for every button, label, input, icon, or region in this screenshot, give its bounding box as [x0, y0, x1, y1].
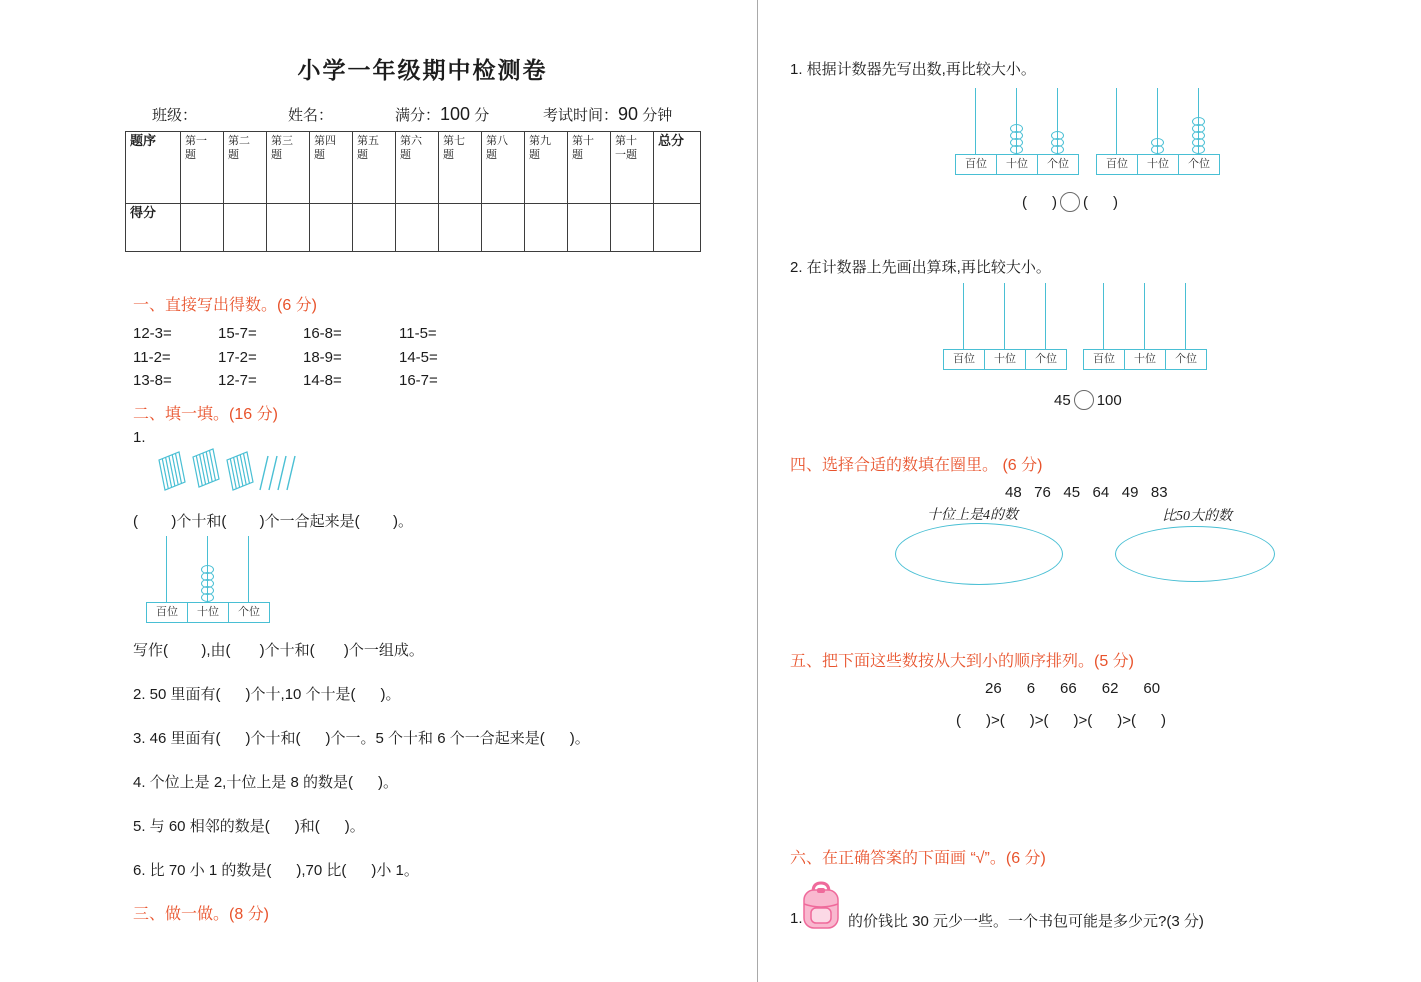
col-line1: 第一 [185, 135, 207, 147]
backpack-image [797, 878, 845, 934]
score-cell [224, 204, 267, 252]
problem: 13-8= [133, 372, 172, 389]
score-table-total: 总分 [654, 132, 701, 204]
place-label-hundreds: 百位 [1096, 154, 1138, 175]
score-col-4 [310, 132, 353, 204]
exam-time-label: 考试时间： [543, 107, 619, 124]
place-label-hundreds: 百位 [1083, 349, 1125, 370]
oval-1-label: 十位上是4的数 [927, 508, 1018, 523]
col-line1: 第五 [357, 135, 379, 147]
abacus-rod-ones [1185, 283, 1186, 349]
col-line1: 第七 [443, 135, 465, 147]
problem: 11-5= [399, 325, 437, 342]
place-label-tens: 十位 [187, 602, 229, 623]
place-label-ones: 个位 [1037, 154, 1079, 175]
question-2-2: 2. 50 里面有( )个十,10 个十是( )。 [133, 686, 401, 703]
question-6-1-number: 1. [790, 910, 803, 927]
place-label-hundreds: 百位 [955, 154, 997, 175]
problem: 15-7= [218, 325, 257, 342]
score-cell [267, 204, 310, 252]
abacus-rod-hundreds [1103, 283, 1104, 349]
name-label: 姓名： [288, 107, 334, 124]
place-label-hundreds: 百位 [943, 349, 985, 370]
section-1-problems [133, 322, 479, 393]
col-line2: 题 [314, 149, 325, 161]
place-label-ones: 个位 [1025, 349, 1067, 370]
compare-left-blank: ( ) [1022, 193, 1057, 211]
col-line2: 题 [185, 149, 196, 161]
abacus-left [146, 536, 270, 623]
column-divider [757, 0, 758, 982]
comparison-circle [1074, 390, 1094, 410]
score-cell [654, 204, 701, 252]
paper-title: 小学一年级期中检测卷 [297, 57, 548, 83]
abacus-right-1b [1096, 88, 1220, 175]
abacus-rod-tens [1004, 283, 1005, 349]
full-score-value: 100 [440, 104, 471, 124]
score-col-10 [568, 132, 611, 204]
problem: 12-3= [133, 325, 172, 342]
question-2-6: 6. 比 70 小 1 的数是( ),70 比( )小 1。 [133, 862, 419, 879]
right-question-1: 1. 根据计数器先写出数,再比较大小。 [790, 61, 1036, 78]
col-line2: 题 [400, 149, 411, 161]
score-table-header-row [126, 132, 701, 204]
comparison-1 [1022, 192, 1118, 212]
score-col-9 [525, 132, 568, 204]
abacus-beads-ones [1191, 88, 1206, 154]
col-line2: 题 [529, 149, 540, 161]
question-2-1-text: ( )个十和( )个一合起来是( )。 [133, 513, 413, 530]
col-line1: 第二 [228, 135, 250, 147]
score-cell [181, 204, 224, 252]
score-table-score-row [126, 204, 701, 252]
score-cell [525, 204, 568, 252]
problem: 16-8= [303, 325, 342, 342]
comparison-2 [1054, 390, 1122, 410]
abacus-rod-hundreds [1116, 88, 1117, 154]
col-line2: 题 [228, 149, 239, 161]
col-line2: 题 [443, 149, 454, 161]
score-cell [439, 204, 482, 252]
score-col-11 [611, 132, 654, 204]
abacus-rod-hundreds [166, 536, 167, 602]
score-table [125, 131, 701, 252]
section-3-title: 三、做一做。(8 分) [133, 906, 270, 923]
col-line1: 第八 [486, 135, 508, 147]
full-score-label: 满分： [395, 107, 441, 124]
problem: 12-7= [218, 372, 257, 389]
compare-right-value: 100 [1096, 391, 1122, 409]
section-6-title: 六、在正确答案的下面画 “√”。(6 分) [790, 850, 1046, 867]
score-cell [310, 204, 353, 252]
score-cell [353, 204, 396, 252]
abacus-rod-tens [1144, 283, 1145, 349]
abacus-right-2b [1083, 283, 1207, 370]
section-5-title: 五、把下面这些数按从大到小的顺序排列。(5 分) [790, 653, 1135, 670]
section-4-numbers: 48 76 45 64 49 83 [1005, 484, 1168, 501]
question-6-1-text: 的价钱比 30 元少一些。一个书包可能是多少元?(3 分) [848, 913, 1204, 930]
oval-2-label: 比50大的数 [1162, 509, 1232, 524]
problem: 14-8= [303, 372, 342, 389]
problem: 14-5= [399, 348, 438, 366]
score-col-6 [396, 132, 439, 204]
col-line1: 第三 [271, 135, 293, 147]
section-2-title: 二、填一填。(16 分) [133, 406, 278, 423]
exam-time [543, 104, 672, 125]
place-label-tens: 十位 [996, 154, 1038, 175]
score-col-8 [482, 132, 525, 204]
col-line2: 题 [486, 149, 497, 161]
class-label: 班级： [152, 107, 198, 124]
abacus-place-labels [955, 154, 1079, 175]
question-2-5: 5. 与 60 相邻的数是( )和( )。 [133, 818, 365, 835]
abacus-beads-tens [1009, 88, 1024, 154]
abacus-right-2a [943, 283, 1067, 370]
abacus-place-labels [146, 602, 270, 623]
score-col-7 [439, 132, 482, 204]
question-2-3: 3. 46 里面有( )个十和( )个一。5 个十和 6 个一合起来是( )。 [133, 730, 590, 747]
score-table-corner: 题序 [126, 132, 181, 204]
right-question-2: 2. 在计数器上先画出算珠,再比较大小。 [790, 259, 1051, 276]
problem: 11-2= [133, 348, 171, 366]
col-line2: 题 [271, 149, 282, 161]
question-2-1-write: 写作( ),由( )个十和( )个一组成。 [133, 642, 424, 659]
answer-oval-1 [895, 523, 1063, 585]
section-1-title: 一、直接写出得数。(6 分) [133, 297, 318, 314]
col-line1: 第六 [400, 135, 422, 147]
question-2-1-number: 1. [133, 429, 146, 446]
section-5-answer-line: ( )>( )>( )>( )>( ) [956, 712, 1167, 729]
abacus-rod-hundreds [975, 88, 976, 154]
full-score-unit: 分 [470, 107, 490, 124]
abacus-rod-ones [248, 536, 249, 602]
problem: 17-2= [218, 348, 257, 366]
score-cell [482, 204, 525, 252]
col-line1: 第十 [572, 135, 594, 147]
col-line2: 一题 [615, 149, 637, 161]
place-label-ones: 个位 [1178, 154, 1220, 175]
place-label-ones: 个位 [228, 602, 270, 623]
col-line2: 题 [572, 149, 583, 161]
abacus-rod-ones [1045, 283, 1046, 349]
col-line1: 第九 [529, 135, 551, 147]
place-label-tens: 十位 [1124, 349, 1166, 370]
section-5-numbers: 26 6 66 62 60 [985, 680, 1161, 697]
problem: 18-9= [303, 348, 342, 366]
comparison-circle [1060, 192, 1080, 212]
abacus-beads-tens [1150, 88, 1165, 154]
answer-oval-2 [1115, 526, 1275, 582]
col-line2: 题 [357, 149, 368, 161]
score-cell [611, 204, 654, 252]
abacus-place-labels [943, 349, 1067, 370]
score-col-5 [353, 132, 396, 204]
sticks-image [156, 446, 306, 496]
exam-time-value: 90 [618, 104, 639, 124]
score-row-label: 得分 [126, 204, 181, 252]
question-2-4: 4. 个位上是 2,十位上是 8 的数是( )。 [133, 774, 399, 791]
abacus-place-labels [1083, 349, 1207, 370]
abacus-beads-tens [200, 536, 215, 602]
compare-left-value: 45 [1054, 391, 1071, 409]
abacus-right-1a [955, 88, 1079, 175]
full-score [395, 104, 489, 125]
score-cell [396, 204, 439, 252]
col-line1: 第十 [615, 135, 637, 147]
exam-time-unit: 分钟 [638, 107, 673, 124]
place-label-hundreds: 百位 [146, 602, 188, 623]
score-col-1 [181, 132, 224, 204]
compare-right-blank: ( ) [1083, 193, 1118, 211]
problem: 16-7= [399, 372, 438, 389]
section-4-title: 四、选择合适的数填在圈里。 (6 分) [790, 457, 1043, 474]
score-cell [568, 204, 611, 252]
place-label-tens: 十位 [1137, 154, 1179, 175]
place-label-tens: 十位 [984, 349, 1026, 370]
place-label-ones: 个位 [1165, 349, 1207, 370]
abacus-rod-hundreds [963, 283, 964, 349]
abacus-beads-ones [1050, 88, 1065, 154]
score-col-2 [224, 132, 267, 204]
score-col-3 [267, 132, 310, 204]
abacus-place-labels [1096, 154, 1220, 175]
col-line1: 第四 [314, 135, 336, 147]
